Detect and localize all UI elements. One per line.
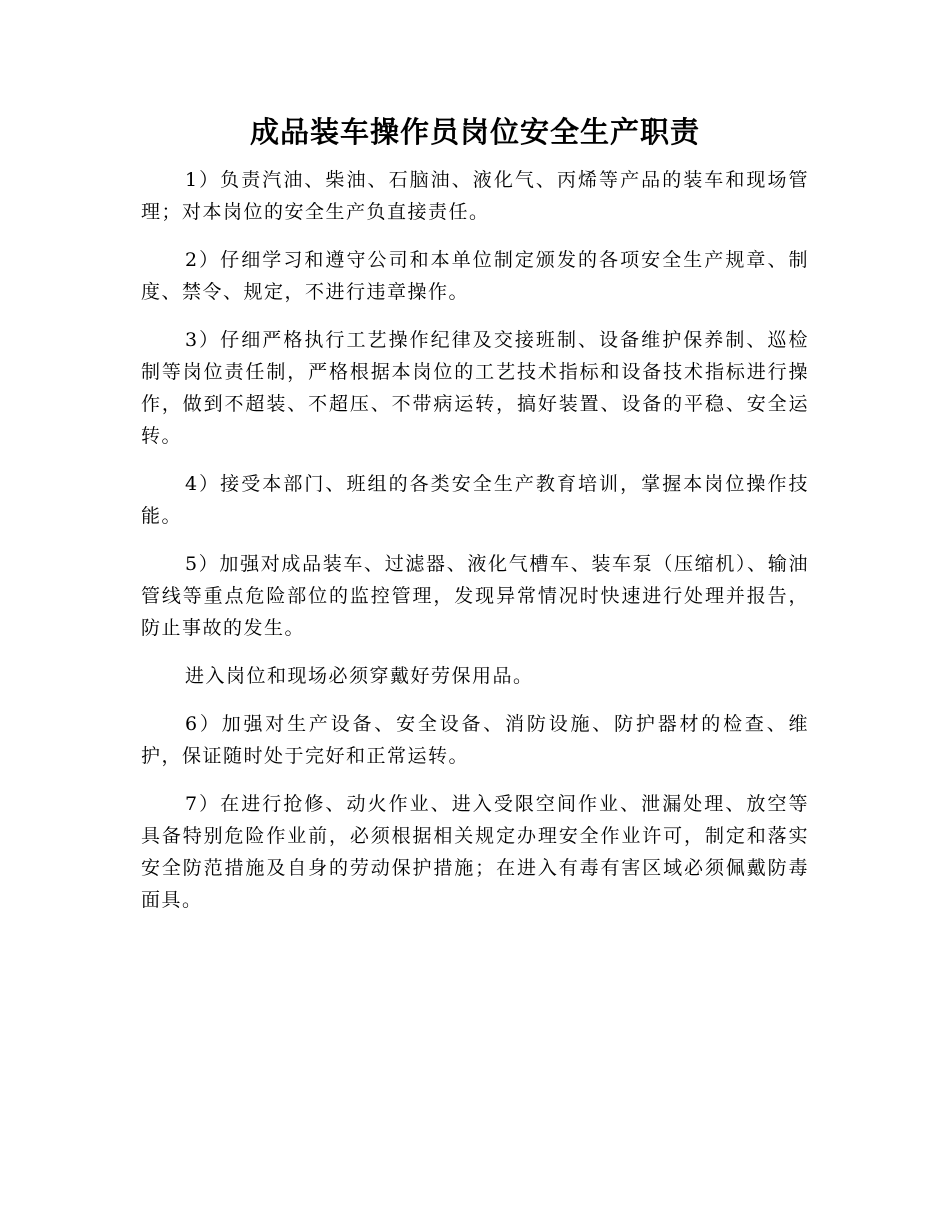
paragraph-6: 6）加强对生产设备、安全设备、消防设施、防护器材的检查、维护，保证随时处于完好和正常运转。 (141, 713, 809, 767)
paragraph-4: 4）接受本部门、班组的各类安全生产教育培训，掌握本岗位操作技能。 (141, 473, 809, 527)
paragraph-1: 1）负责汽油、柴油、石脑油、液化气、丙烯等产品的装车和现场管理；对本岗位的安全生产负直接责任。 (141, 169, 809, 223)
paragraph-3: 3）仔细严格执行工艺操作纪律及交接班制、设备维护保养制、巡检制等岗位责任制，严格根据本岗位的工艺技术指标和设备技术指标进行操作，做到不超装、不超压、不带病运转，搞好装置、设备的平稳、安全运转。 (141, 329, 809, 447)
paragraph-5: 5）加强对成品装车、过滤器、液化气槽车、装车泵（压缩机）、输油管线等重点危险部位的监控管理，发现异常情况时快速进行处理并报告，防止事故的发生。 (141, 553, 809, 639)
paragraph-2: 2）仔细学习和遵守公司和本单位制定颁发的各项安全生产规章、制度、禁令、规定，不进行违章操作。 (141, 249, 809, 303)
document-title: 成品装车操作员岗位安全生产职责 (249, 115, 700, 149)
paragraph-5-note: 进入岗位和现场必须穿戴好劳保用品。 (185, 665, 534, 687)
paragraph-7: 7）在进行抢修、动火作业、进入受限空间作业、泄漏处理、放空等具备特别危险作业前，必须根据相关规定办理安全作业许可，制定和落实安全防范措施及自身的劳动保护措施；在进入有毒有害区域必须佩戴防毒面具。 (141, 793, 809, 911)
document-body (141, 164, 809, 932)
